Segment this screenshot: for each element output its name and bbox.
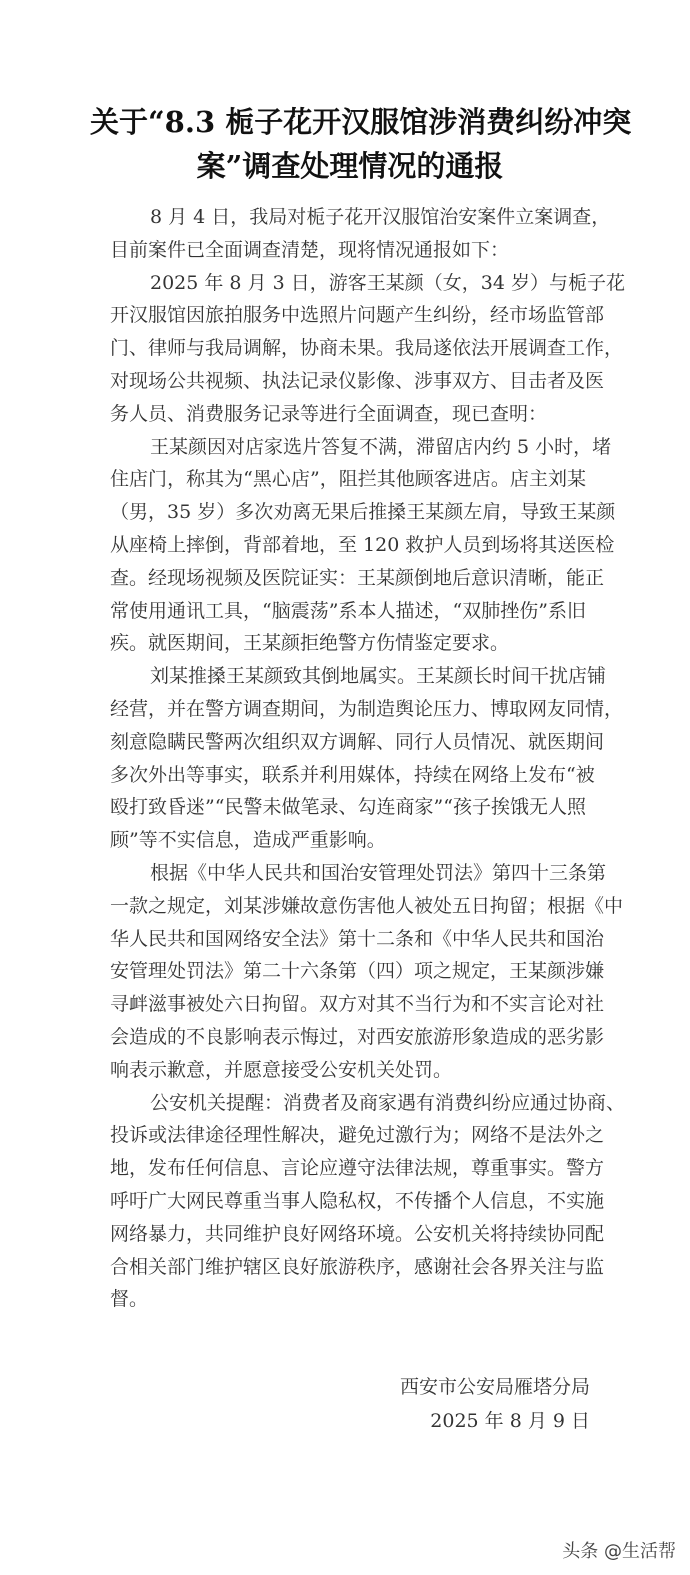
signature-block — [400, 1370, 590, 1438]
paragraph-line: 常使用通讯工具，“脑震荡”系本人描述，“双肺挫伤”系旧 — [110, 599, 586, 622]
paragraph-line: 8 月 4 日，我局对栀子花开汉服馆治安案件立案调查， — [150, 206, 611, 228]
paragraph-line: 寻衅滋事被处六日拘留。双方对其不当行为和不实言论对社 — [110, 993, 605, 1016]
paragraph — [110, 660, 624, 857]
paragraph-line: 公安机关提醒：消费者及商家遇有消费纠纷应通过协商、 — [150, 1091, 626, 1114]
paragraph-line: 顾”等不实信息，造成严重影响。 — [110, 829, 386, 852]
paragraph-line: 督。 — [110, 1288, 149, 1311]
paragraph — [110, 267, 625, 431]
paragraph-line: 门、律师与我局调解，协商未果。我局遂依法开展调查工作， — [110, 337, 624, 360]
paragraph-line: 投诉或法律途径理性解决，避免过激行为；网络不是法外之 — [110, 1124, 605, 1147]
paragraph-line: 开汉服馆因旅拍服务中选照片问题产生纠纷，经市场监管部 — [110, 304, 605, 327]
paragraph-line: 一款之规定，刘某涉嫌故意伤害他人被处五日拘留；根据《中 — [110, 894, 624, 917]
signature-date: 2025 年 8 月 9 日 — [430, 1410, 590, 1432]
paragraph — [110, 431, 616, 661]
paragraph-line: 2025 年 8 月 3 日，游客王某颜（女，34 岁）与栀子花 — [150, 271, 625, 294]
paragraph-line: 殴打致昏迷”“民警未做笔录、勾连商家”“孩子挨饿无人照 — [110, 796, 586, 819]
paragraph-line: 疾。就医期间，王某颜拒绝警方伤情鉴定要求。 — [110, 632, 510, 655]
paragraph-line: 王某颜因对店家选片答复不满，滞留店内约 5 小时，堵 — [150, 435, 612, 458]
paragraph-line: 经营，并在警方调查期间，为制造舆论压力、博取网友同情， — [110, 697, 624, 720]
title-line: 案”调查处理情况的通报 — [196, 149, 504, 183]
signature-org: 西安市公安局雁塔分局 — [399, 1376, 590, 1398]
paragraph-line: 响表示歉意，并愿意接受公安机关处罚。 — [110, 1058, 453, 1081]
paragraph-line: 华人民共和国网络安全法》第十二条和《中华人民共和国治 — [110, 927, 605, 950]
document-body — [110, 201, 626, 1316]
paragraph-line: 对现场公共视频、执法记录仪影像、涉事双方、目击者及医 — [110, 369, 605, 392]
paragraph-line: 住店门，称其为“黑心店”，阻拦其他顾客进店。店主刘某 — [110, 468, 586, 491]
paragraph-line: 会造成的不良影响表示悔过，对西安旅游形象造成的恶劣影 — [110, 1025, 605, 1048]
title-line: 关于“8.3 栀子花开汉服馆涉消费纠纷冲突 — [90, 105, 632, 139]
paragraph-line: 根据《中华人民共和国治安管理处罚法》第四十三条第 — [150, 861, 607, 884]
paragraph-line: 查。经现场视频及医院证实：王某颜倒地后意识清晰，能正 — [110, 566, 605, 589]
paragraph — [110, 201, 611, 267]
paragraph-line: （男，35 岁）多次劝离无果后推搡王某颜左肩，导致王某颜 — [110, 501, 616, 524]
paragraph-line: 安管理处罚法》第二十六条第（四）项之规定，王某颜涉嫌 — [110, 960, 605, 983]
paragraph-line: 呼吁广大网民尊重当事人隐私权，不传播个人信息，不实施 — [110, 1189, 605, 1212]
paragraph — [110, 1087, 626, 1317]
paragraph-line: 刘某推搡王某颜致其倒地属实。王某颜长时间干扰店铺 — [150, 665, 607, 688]
paragraph-line: 目前案件已全面调查清楚，现将情况通报如下： — [110, 238, 510, 261]
paragraph-line: 地，发布任何信息、言论应遵守法律法规，尊重事实。警方 — [110, 1157, 605, 1180]
paragraph-line: 从座椅上摔倒，背部着地，至 120 救护人员到场将其送医检 — [110, 533, 615, 556]
paragraph-line: 多次外出等事实，联系并利用媒体，持续在网络上发布“被 — [110, 763, 595, 786]
paragraph-line: 网络暴力，共同维护良好网络环境。公安机关将持续协同配 — [110, 1222, 605, 1245]
document-title — [90, 100, 632, 188]
watermark: 头条 @生活帮 — [562, 1541, 676, 1562]
paragraph-line: 刻意隐瞒民警两次组织双方调解、同行人员情况、就医期间 — [110, 730, 605, 753]
paragraph-line: 合相关部门维护辖区良好旅游秩序，感谢社会各界关注与监 — [110, 1255, 605, 1278]
paragraph — [110, 857, 624, 1087]
paragraph-line: 务人员、消费服务记录等进行全面调查，现已查明： — [110, 402, 548, 425]
